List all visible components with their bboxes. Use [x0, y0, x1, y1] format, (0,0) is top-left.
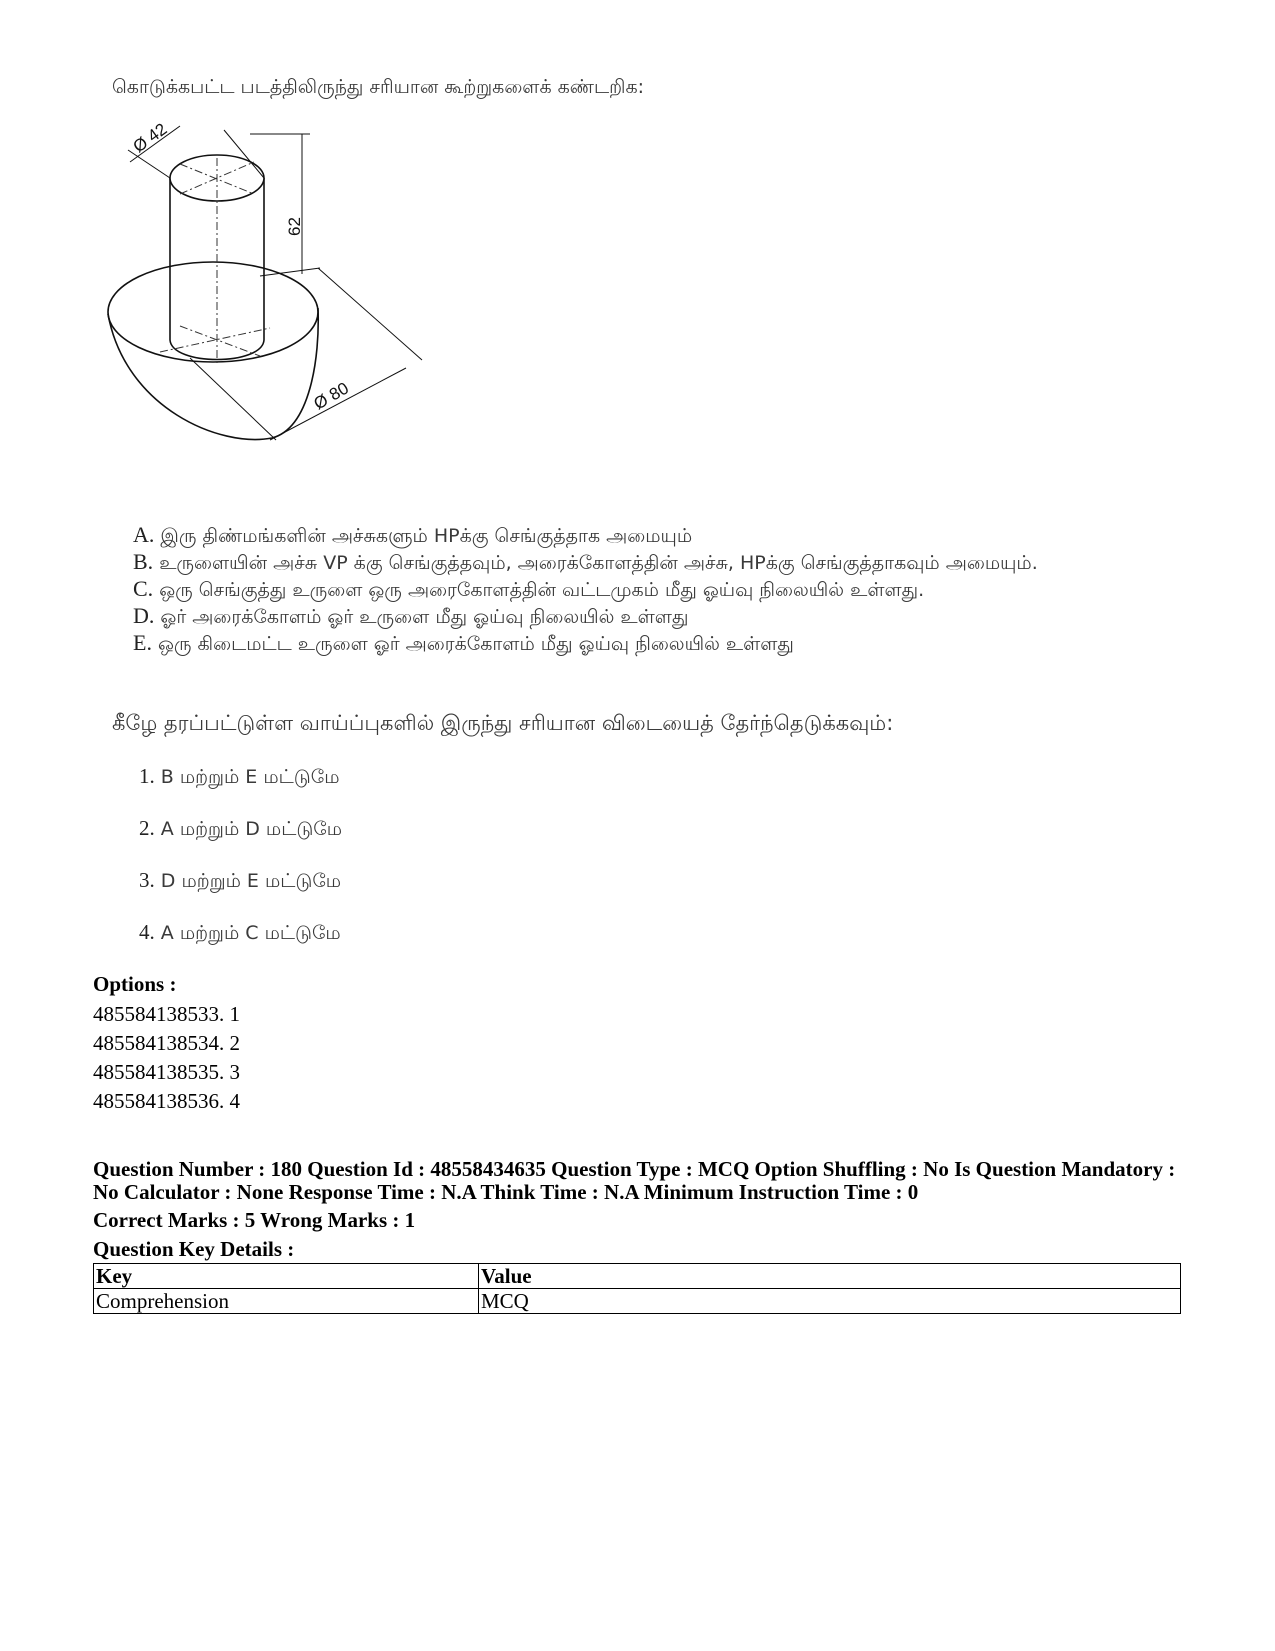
question-instruction: கொடுக்கபட்ட படத்திலிருந்து சரியான கூற்றுகளைக் கண்டறிக:	[112, 76, 644, 98]
table-row	[94, 1289, 1181, 1314]
choice-1: 1. B மற்றும் E மட்டுமே	[139, 764, 340, 788]
option-item: 485584138535. 3	[93, 1060, 240, 1084]
key-details-title: Question Key Details :	[93, 1237, 295, 1261]
statement-a: A. இரு திண்மங்களின் அச்சுகளும் HPக்கு செங்குத்தாக அமையும்	[133, 522, 693, 547]
choice-3: 3. D மற்றும் E மட்டுமே	[139, 868, 342, 892]
option-item: 485584138536. 4	[93, 1089, 240, 1113]
height-62-label: 62	[285, 217, 304, 236]
cylinder-hemisphere-figure	[100, 118, 440, 458]
table-header-key: Key	[94, 1264, 479, 1289]
table-header-row	[94, 1264, 1181, 1289]
diameter-42-label: Ø 42	[129, 119, 171, 157]
question-metadata	[93, 1158, 1193, 1204]
choose-prompt: கீழே தரப்பட்டுள்ள வாய்ப்புகளில் இருந்து சரியான விடையைத் தேர்ந்தெடுக்கவும்:	[112, 711, 894, 735]
statement-d: D. ஓர் அரைக்கோளம் ஓர் உருளை மீது ஓய்வு நிலையில் உள்ளது	[133, 603, 689, 628]
option-item: 485584138533. 1	[93, 1002, 240, 1026]
statement-b: B. உருளையின் அச்சு VP க்கு செங்குத்தவும், அரைக்கோளத்தின் அச்சு, HPக்கு செங்குத்தாகவும் அமையும்.	[133, 549, 1038, 574]
table-cell-key: Comprehension	[94, 1289, 479, 1314]
metadata-line-2: No Calculator : None Response Time : N.A Think Time : N.A Minimum Instruction Time : 0	[93, 1180, 919, 1204]
choice-2: 2. A மற்றும் D மட்டுமே	[139, 816, 343, 840]
statement-list	[133, 522, 1081, 657]
option-item: 485584138534. 2	[93, 1031, 240, 1055]
metadata-line-1: Question Number : 180 Question Id : 48558434635 Question Type : MCQ Option Shuffling : No Is Question Mandatory :	[93, 1157, 1176, 1181]
table-cell-value: MCQ	[479, 1289, 1181, 1314]
choice-4: 4. A மற்றும் C மட்டுமே	[139, 920, 341, 944]
key-details-table	[93, 1263, 1181, 1314]
diameter-80-label: Ø 80	[310, 378, 352, 414]
options-title: Options :	[93, 972, 177, 996]
statement-e: E. ஒரு கிடைமட்ட உருளை ஓர் அரைக்கோளம் மீது ஓய்வு நிலையில் உள்ளது	[133, 630, 794, 655]
options-list	[93, 1000, 240, 1116]
marks-line: Correct Marks : 5 Wrong Marks : 1	[93, 1208, 416, 1232]
table-header-value: Value	[479, 1264, 1181, 1289]
statement-c: C. ஒரு செங்குத்து உருளை ஒரு அரைகோளத்தின் வட்டமுகம் மீது ஓய்வு நிலையில் உள்ளது.	[133, 576, 925, 601]
